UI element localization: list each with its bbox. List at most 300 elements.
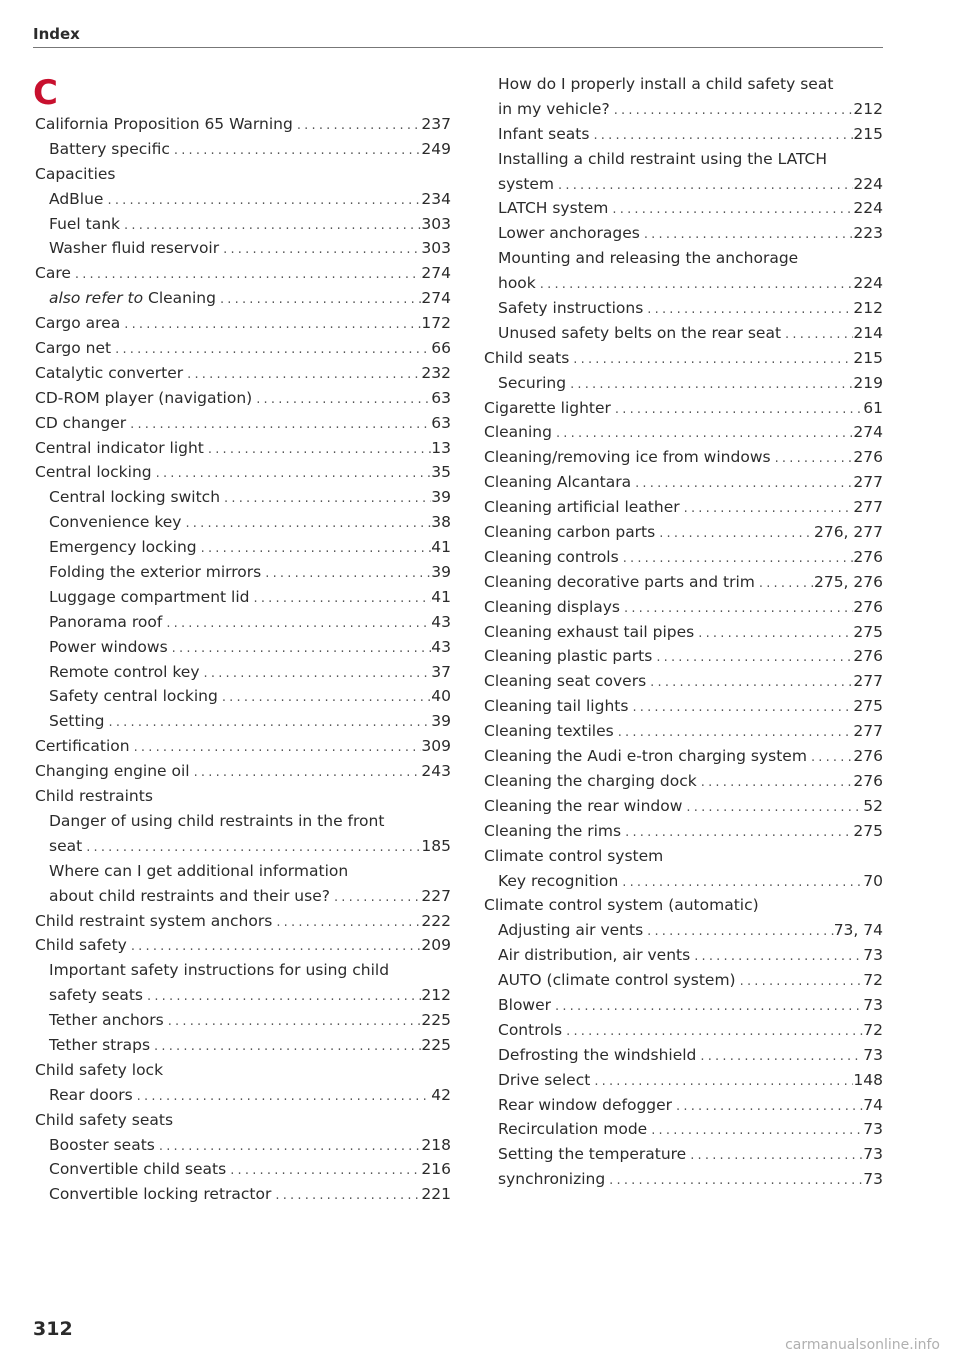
page-reference[interactable]: 61	[863, 398, 883, 417]
dot-leader	[551, 999, 863, 1014]
index-entry	[35, 563, 451, 588]
dot-leader	[652, 650, 853, 665]
entry-term: Climate control system	[484, 846, 664, 865]
dot-leader	[130, 740, 422, 755]
page-reference[interactable]: 276	[853, 597, 883, 616]
entry-term: Emergency locking	[49, 538, 197, 557]
page-reference[interactable]: 276	[853, 771, 883, 790]
entry-term: Child safety seats	[35, 1110, 174, 1129]
index-entry	[35, 663, 451, 688]
dot-leader	[589, 128, 853, 143]
page-reference[interactable]: 225	[421, 1011, 451, 1030]
entry-term: AUTO (climate control system)	[498, 971, 736, 990]
index-entry	[35, 1185, 451, 1210]
dot-leader	[82, 840, 421, 855]
dot-leader	[605, 1173, 863, 1188]
entry-term: CD changer	[35, 413, 127, 432]
entry-term: Cleaning the charging dock	[484, 771, 697, 790]
dot-leader	[614, 725, 854, 740]
index-heading	[35, 812, 451, 837]
page-reference[interactable]: 234	[421, 189, 451, 208]
page-reference[interactable]: 73	[863, 1145, 883, 1164]
page-reference[interactable]: 212	[421, 986, 451, 1005]
index-entry	[484, 697, 883, 722]
page-reference[interactable]: 43	[431, 637, 451, 656]
index-entry	[484, 598, 883, 623]
index-heading	[35, 1111, 451, 1136]
dot-leader	[252, 392, 431, 407]
index-entry	[484, 722, 883, 747]
page-reference[interactable]: 223	[853, 224, 883, 243]
dot-leader	[155, 1139, 422, 1154]
page-reference[interactable]: 70	[863, 871, 883, 890]
dot-leader	[620, 601, 853, 616]
page-reference[interactable]: 276, 277	[813, 523, 883, 542]
entry-term: Battery specific	[49, 139, 170, 158]
index-heading	[484, 249, 883, 274]
dot-leader	[200, 666, 432, 681]
dot-leader	[610, 103, 854, 118]
index-entry	[484, 623, 883, 648]
entry-term: Cleaning/removing ice from windows	[484, 448, 771, 467]
index-entry	[35, 588, 451, 613]
index-entry	[35, 613, 451, 638]
page-reference[interactable]: 276	[853, 747, 883, 766]
index-heading	[35, 165, 451, 190]
index-entry	[484, 772, 883, 797]
dot-leader	[162, 616, 431, 631]
entry-term: Tether straps	[49, 1035, 151, 1054]
index-heading	[35, 961, 451, 986]
page-reference[interactable]: 39	[431, 488, 451, 507]
page-reference[interactable]: 276	[853, 448, 883, 467]
entry-term: Power windows	[49, 637, 168, 656]
index-entry	[35, 264, 451, 289]
page-reference[interactable]: 212	[853, 99, 883, 118]
index-heading	[484, 150, 883, 175]
page-reference[interactable]: 309	[421, 737, 451, 756]
dot-leader	[226, 1163, 421, 1178]
entry-term: synchronizing	[498, 1170, 606, 1189]
dot-leader	[133, 1089, 432, 1104]
entry-term: Cleaning	[484, 423, 552, 442]
entry-term: Cleaning the rear window	[484, 796, 683, 815]
dot-leader	[330, 890, 421, 905]
entry-term: Danger of using child restraints in the front	[49, 811, 385, 830]
section-letter: C	[33, 73, 58, 113]
index-entry	[484, 996, 883, 1021]
dot-leader	[111, 342, 431, 357]
dot-leader	[686, 1148, 863, 1163]
dot-leader	[562, 1024, 863, 1039]
page-reference[interactable]: 225	[421, 1035, 451, 1054]
index-entry	[484, 299, 883, 324]
entry-term: Setting	[49, 712, 105, 731]
index-entry	[484, 274, 883, 299]
dot-leader	[736, 974, 864, 989]
dot-leader	[566, 377, 853, 392]
index-entry	[484, 747, 883, 772]
page-reference[interactable]: 224	[853, 274, 883, 293]
index-entry	[484, 498, 883, 523]
index-entry	[484, 1120, 883, 1145]
entry-term: Cleaning controls	[484, 547, 619, 566]
entry-term: Child safety lock	[35, 1060, 164, 1079]
index-entry	[35, 339, 451, 364]
entry-term: Rear doors	[49, 1085, 133, 1104]
dot-leader	[536, 277, 854, 292]
page-reference[interactable]: 209	[421, 936, 451, 955]
page-reference[interactable]: 40	[431, 687, 451, 706]
entry-term: Cargo net	[35, 339, 112, 358]
dot-leader	[655, 526, 814, 541]
index-heading	[484, 896, 883, 921]
dot-leader	[249, 591, 431, 606]
index-entry	[484, 448, 883, 473]
entry-term: Central indicator light	[35, 438, 204, 457]
entry-term: Unused safety belts on the rear seat	[498, 323, 782, 342]
dot-leader	[640, 227, 854, 242]
index-entry	[35, 1136, 451, 1161]
page-reference[interactable]: 212	[853, 299, 883, 318]
page-reference[interactable]: 42	[431, 1085, 451, 1104]
page-reference[interactable]: 172	[421, 314, 451, 333]
entry-term: Convertible locking retractor	[49, 1185, 272, 1204]
page-reference[interactable]: 38	[431, 513, 451, 532]
dot-leader	[672, 1099, 863, 1114]
entry-term: Lower anchorages	[498, 224, 640, 243]
entry-term: Convertible child seats	[49, 1160, 227, 1179]
page-reference[interactable]: 276	[853, 547, 883, 566]
page-reference[interactable]: 148	[853, 1070, 883, 1089]
index-entry	[484, 1021, 883, 1046]
page-reference[interactable]: 13	[431, 438, 451, 457]
entry-term: Setting the temperature	[498, 1145, 687, 1164]
index-entry	[35, 439, 451, 464]
dot-leader	[569, 352, 853, 367]
page-reference[interactable]: 185	[421, 836, 451, 855]
page-reference[interactable]: 275	[853, 821, 883, 840]
page-reference[interactable]: 221	[421, 1185, 451, 1204]
dot-leader	[696, 1049, 863, 1064]
entry-term: Booster seats	[49, 1135, 155, 1154]
entry-term: Child restraints	[35, 787, 153, 806]
entry-term: Cargo area	[35, 314, 121, 333]
dot-leader	[152, 466, 432, 481]
page-reference[interactable]: 73, 74	[833, 921, 883, 940]
entry-term: Safety central locking	[49, 687, 218, 706]
dot-leader	[220, 491, 431, 506]
entry-term: Catalytic converter	[35, 363, 184, 382]
page-reference[interactable]: 66	[431, 339, 451, 358]
dot-leader	[120, 218, 421, 233]
dot-leader	[646, 675, 853, 690]
entry-term: Cleaning plastic parts	[484, 647, 653, 666]
index-entry	[484, 1096, 883, 1121]
entry-term: system	[498, 174, 555, 193]
entry-term: Central locking switch	[49, 488, 221, 507]
dot-leader	[218, 690, 431, 705]
dot-leader	[680, 501, 854, 516]
page-reference[interactable]: 214	[853, 323, 883, 342]
entry-term: Certification	[35, 737, 130, 756]
entry-term: Installing a child restraint using the LATCH	[498, 149, 828, 168]
dot-leader	[105, 715, 432, 730]
dot-leader	[204, 442, 431, 457]
entry-term: Cleaning displays	[484, 597, 620, 616]
entry-term: Cleaning exhaust tail pipes	[484, 622, 695, 641]
dot-leader	[590, 1074, 853, 1089]
index-entry	[484, 1145, 883, 1170]
index-entry	[35, 687, 451, 712]
page-reference[interactable]: 274	[421, 264, 451, 283]
entry-term: in my vehicle?	[498, 99, 610, 118]
page-reference[interactable]: 277	[853, 473, 883, 492]
index-entry	[35, 289, 451, 314]
dot-leader	[554, 178, 853, 193]
index-entry	[484, 199, 883, 224]
index-entry	[35, 190, 451, 215]
page-reference[interactable]: 35	[431, 463, 451, 482]
index-entry	[35, 986, 451, 1011]
dot-leader	[190, 765, 422, 780]
page-reference[interactable]: 274	[853, 423, 883, 442]
index-entry	[35, 936, 451, 961]
dot-leader	[127, 939, 422, 954]
page-reference[interactable]: 74	[863, 1095, 883, 1114]
index-entry	[35, 488, 451, 513]
page-reference[interactable]: 222	[421, 911, 451, 930]
page-reference[interactable]: 73	[863, 995, 883, 1014]
dot-leader	[755, 576, 814, 591]
index-entry	[484, 797, 883, 822]
index-entry	[484, 374, 883, 399]
index-entry	[484, 971, 883, 996]
page-reference[interactable]: 224	[853, 199, 883, 218]
entry-term: Convenience key	[49, 513, 182, 532]
page-reference[interactable]: 216	[421, 1160, 451, 1179]
entry-term: Rear window defogger	[498, 1095, 673, 1114]
entry-term: Cleaning the rims	[484, 821, 622, 840]
index-entry	[35, 712, 451, 737]
index-entry	[484, 324, 883, 349]
entry-term: Panorama roof	[49, 612, 163, 631]
dot-leader	[71, 267, 422, 282]
index-entry	[35, 215, 451, 240]
index-heading	[484, 847, 883, 872]
dot-leader	[628, 700, 853, 715]
index-entry	[35, 513, 451, 538]
dot-leader	[181, 516, 431, 531]
page-reference[interactable]: 276	[853, 647, 883, 666]
dot-leader	[126, 417, 431, 432]
index-entry	[484, 672, 883, 697]
index-entry	[484, 1046, 883, 1071]
index-entry	[484, 822, 883, 847]
entry-term: Drive select	[498, 1070, 591, 1089]
entry-term: Adjusting air vents	[498, 921, 644, 940]
page-reference[interactable]: 277	[853, 672, 883, 691]
page-reference[interactable]: 39	[431, 563, 451, 582]
page-reference[interactable]: 243	[421, 762, 451, 781]
page-reference[interactable]: 39	[431, 712, 451, 731]
entry-term: Cleaning tail lights	[484, 697, 629, 716]
entry-term: Central locking	[35, 463, 152, 482]
page-reference[interactable]: 41	[431, 538, 451, 557]
dot-leader	[619, 551, 854, 566]
index-entry	[484, 946, 883, 971]
page-reference[interactable]: 275	[853, 622, 883, 641]
index-heading	[35, 1061, 451, 1086]
entry-term: Child safety	[35, 936, 127, 955]
entry-term: Luggage compartment lid	[49, 587, 250, 606]
entry-term: How do I properly install a child safety seat	[498, 75, 834, 93]
page-reference[interactable]: 218	[421, 1135, 451, 1154]
dot-leader	[168, 641, 432, 656]
dot-leader	[219, 242, 421, 257]
entry-term: Key recognition	[498, 871, 619, 890]
page-reference[interactable]: 219	[853, 373, 883, 392]
page-reference[interactable]: 37	[431, 662, 451, 681]
entry-term: seat	[49, 836, 83, 855]
index-entry	[484, 921, 883, 946]
entry-term: Recirculation mode	[498, 1120, 648, 1139]
index-entry	[484, 175, 883, 200]
index-entry	[35, 314, 451, 339]
dot-leader	[261, 566, 431, 581]
page-reference[interactable]: 274	[421, 289, 451, 308]
index-entry	[35, 1036, 451, 1061]
page-reference[interactable]: 73	[863, 946, 883, 965]
index-column-left	[35, 115, 451, 1210]
dot-leader	[170, 143, 422, 158]
page-reference[interactable]: 72	[863, 971, 883, 990]
entry-term: Child seats	[484, 348, 570, 367]
index-entry	[35, 1011, 451, 1036]
index-entry	[35, 737, 451, 762]
entry-term: Air distribution, air vents	[498, 946, 691, 965]
dot-leader	[120, 317, 421, 332]
index-entry	[35, 239, 451, 264]
entry-term	[49, 289, 216, 307]
entry-term: Cleaning seat covers	[484, 672, 647, 691]
index-entry	[35, 1160, 451, 1185]
page-reference[interactable]: 215	[853, 348, 883, 367]
dot-leader	[694, 626, 853, 641]
entry-term: Climate control system (automatic)	[484, 896, 759, 915]
entry-term: Cleaning carbon parts	[484, 523, 656, 542]
index-entry	[35, 463, 451, 488]
page-reference[interactable]: 232	[421, 363, 451, 382]
dot-leader	[621, 825, 853, 840]
page-reference[interactable]: 303	[421, 214, 451, 233]
dot-leader	[103, 193, 421, 208]
dot-leader	[164, 1014, 422, 1029]
page-reference[interactable]: 237	[421, 115, 451, 133]
dot-leader	[272, 915, 421, 930]
index-entry	[484, 224, 883, 249]
dot-leader	[552, 426, 853, 441]
index-heading	[484, 75, 883, 100]
entry-term: Cleaning artificial leather	[484, 498, 680, 517]
page-reference[interactable]: 63	[431, 413, 451, 432]
page-reference[interactable]: 275	[853, 697, 883, 716]
entry-term: CD-ROM player (navigation)	[35, 388, 253, 407]
entry-term: Controls	[498, 1020, 563, 1039]
dot-leader	[690, 949, 863, 964]
entry-term: Securing	[498, 373, 567, 392]
dot-leader	[143, 989, 421, 1004]
page-reference[interactable]: 303	[421, 239, 451, 258]
dot-leader	[216, 292, 421, 307]
entry-term: LATCH system	[498, 199, 609, 218]
page-reference[interactable]: 63	[431, 388, 451, 407]
dot-leader	[771, 451, 854, 466]
dot-leader	[183, 367, 421, 382]
index-entry	[484, 473, 883, 498]
entry-term: hook	[498, 274, 536, 293]
entry-term: Care	[35, 264, 71, 283]
entry-term: Blower	[498, 995, 552, 1014]
entry-term: Cleaning the Audi e-tron charging system	[484, 747, 807, 766]
dot-leader	[643, 302, 853, 317]
page-reference[interactable]: 72	[863, 1020, 883, 1039]
dot-leader	[608, 202, 853, 217]
entry-term: Child restraint system anchors	[35, 911, 273, 930]
index-entry	[484, 573, 883, 598]
page-reference[interactable]: 249	[421, 139, 451, 158]
index-entry	[35, 1086, 451, 1111]
index-entry	[484, 399, 883, 424]
entry-term: Fuel tank	[49, 214, 121, 233]
page-reference[interactable]: 227	[421, 886, 451, 905]
entry-prefix: also refer to	[49, 289, 144, 308]
entry-term: Infant seats	[498, 124, 590, 143]
page-reference[interactable]: 277	[853, 722, 883, 741]
dot-leader	[807, 750, 853, 765]
entry-term: Washer fluid reservoir	[49, 239, 220, 258]
index-entry	[484, 523, 883, 548]
dot-leader	[643, 924, 834, 939]
index-entry	[35, 414, 451, 439]
page-reference[interactable]: 73	[863, 1120, 883, 1139]
index-entry	[484, 1071, 883, 1096]
index-column-right	[484, 75, 883, 1195]
index-heading	[35, 862, 451, 887]
entry-term: Important safety instructions for using child	[49, 961, 390, 980]
page-reference[interactable]: 73	[863, 1170, 883, 1189]
page-reference[interactable]: 52	[863, 796, 883, 815]
index-entry	[35, 538, 451, 563]
index-entry	[35, 140, 451, 165]
page-reference[interactable]: 43	[431, 612, 451, 631]
dot-leader	[682, 800, 863, 815]
entry-term: California Proposition 65 Warning	[35, 115, 293, 133]
page-reference[interactable]: 275, 276	[813, 572, 883, 591]
page-reference[interactable]: 215	[853, 124, 883, 143]
page-reference[interactable]: 277	[853, 498, 883, 517]
running-header: Index	[33, 25, 883, 48]
dot-leader	[631, 476, 853, 491]
page-reference[interactable]: 73	[863, 1045, 883, 1064]
page-reference[interactable]: 41	[431, 587, 451, 606]
page-reference[interactable]: 224	[853, 174, 883, 193]
index-heading	[35, 787, 451, 812]
index-entry	[484, 647, 883, 672]
index-entry	[484, 349, 883, 374]
index-entry	[35, 389, 451, 414]
index-entry	[35, 638, 451, 663]
